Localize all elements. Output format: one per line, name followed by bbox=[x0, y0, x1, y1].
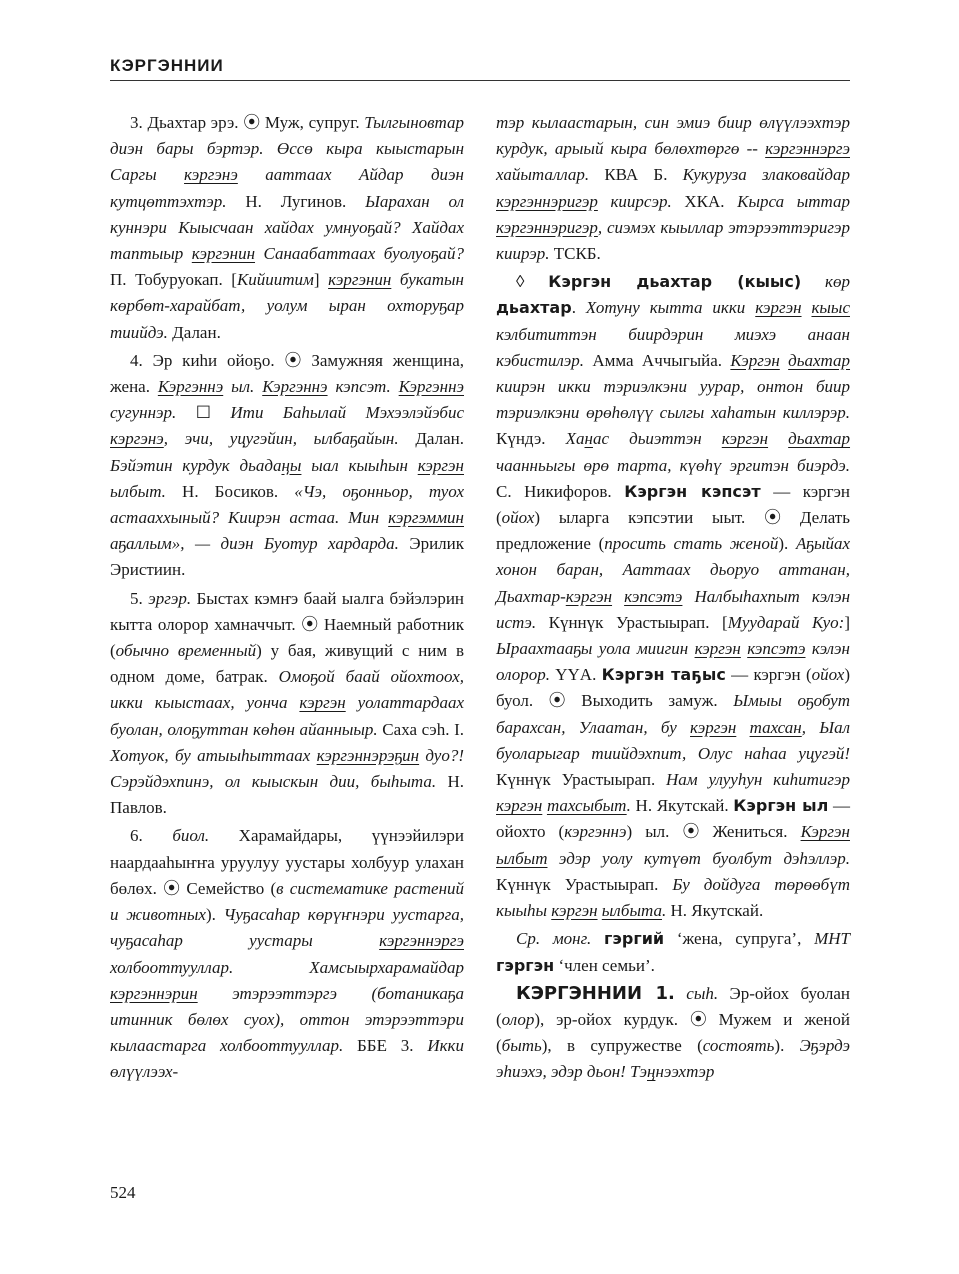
left-column bbox=[110, 110, 464, 1086]
phraseology-block: ◊ Кэргэн дьахтар (кыыс) көр дьахтар. Хотуну кытта икки кэргэн кыыс кэлбититтэн биирдэрин миэхэ анаан кэбистилэр. Амма Аччыгыйа. Кэргэн дьахтар киирэн икки тэриэлкэни уурар, онтон биир тэриэлкэни өрөһөлүү сылгы хаһатын киллэрэр. Күндэ. Ханас дьиэттэн кэргэн дьахтар чаанньыгы өрө тарта, күөһү эргитэн биэрдэ. С. Никифоров. Кэргэн кэпсэт — кэргэн (ойох) ыларга кэпсэтии ыыт. ⦿ Делать предложение (просить стать женой). Аҕыйах хонон баран, Ааттаах дьоруо аттанан, Дьахтар-кэргэн кэпсэтэ Налбыһахпыт кэлэн истэ. Күннүк Урастыырап. [Муударай Куо:] Ыраахтааҕы уола миигин кэргэн кэпсэтэ кэлэн олорор. ҮҮА. Кэргэн таҕыс — кэргэн (ойох) буол. ⦿ Выходить замуж. Ымыы оҕобут барахсан, Улаатан, бу кэргэн тахсан, Ыал буоларыгар тиийдэхпит, Олус наһаа уцугэй! Күннүк Урастыырап. Нам улууһун киһитигэр кэргэн тахсыбыт. Н. Якутскай. Кэргэн ыл — ойохто (кэргэннэ) ыл. ⦿ Жениться. Кэргэн ылбыт эдэр уолу кутүөт буолбут дэһэллэр. Күннүк Урастыырап. Бу дойдуга төрөөбүт кыыһы кэргэн ылбыта. Н. Якутскай. bbox=[496, 272, 851, 921]
entry-sense-6: 6. биол. Харамайдары, үүнээйилэри наардааһыҥҥа уруулуу уустары холбуур улахан бөлөх. ⦿ Семейство (в систематике растений и животных). Чуҕасаһар көрүҥнэри уустарга, чуҕасаһар уустары кэргэннэргэ холбооттууллар. Хамсыырхарамайдар кэргэннэрин этэрээттэргэ (ботаникаҕа итинник бөлөх суох), оттон этэрээттэри кылаастарга холбооттууллар. ББЕ 3. Икки өлүүлээх- bbox=[110, 826, 465, 1082]
entry-sense-5: 5. эргэр. Быстах кэмҥэ баай ыалга бэйэлэрин кытта олорор хамначчыт. ⦿ Наемный работник (обычно временный) у бая, живущий с ним в одном доме, батрак. Омоҕой баай ойохтоох, икки кыыстаах, уончa кэргэн уолаттардаах буолан, олоҕуттан көһөн айанныыр. Саха сэһ. I. Хотуок, бу атыыһыттаах кэргэннэрэҕин дуо?! Сэрэйдэхпинэ, ол кыыскын дии, быһыта. Н. Павлов. bbox=[110, 588, 465, 818]
etymology-note: Ср. монг. гэргий ‘жена, супруга’, МНТ гэргэн ‘член семьи’. bbox=[496, 929, 851, 975]
running-header bbox=[110, 56, 850, 81]
page-number: 524 bbox=[110, 1183, 136, 1202]
entry-sense-6-continued: тэр кылаастарын, син эмиэ биир өлүүлээхтэр курдук, арыый кыра бөлөхтөргө -- кэргэннэргэ хайыталлар. КВА Б. Кукуруза злаковайдар кэргэннэригэр киирсэр. ХКА. Кырса ыттар кэргэннэригэр, сиэмэх кыыллар этэрээттэригэр киирэр. ТСКБ. bbox=[496, 113, 850, 264]
right-column bbox=[496, 110, 850, 1086]
running-header-title: КЭРГЭННИИ bbox=[110, 56, 224, 75]
entry-sense-4: 4. Эр киһи ойоҕо. ⦿ Замужняя женщина, жена. Кэргэннэ ыл. Кэргэннэ кэпсэт. Кэргэннэ сугуннэр. ☐ Ити Баһылай Мэхээлэйэбис кэргэнэ, эчи, уцугэйин, ылбаҕайын. Далан. Бэйэтин курдук дьадаңы ыал кыыһын кэргэн ылбыт. Н. Босиков. «Чэ, оҕонньор, туох астааххыный? Киирэн астаа. Мин кэргэммин аҕаллым», — диэн Буотур хардарда. Эрилик Эристиин. bbox=[110, 350, 465, 580]
entry-sense-3: 3. Дьахтар эрэ. ⦿ Муж, супруг. Тылгыновтар диэн бары бэртэр. Өссө кыра кыыстарын Саргы кэргэнэ ааттаах Айдар диэн кутцөттэхтэр. Н. Лугинов. Ыарахан ол куннэри Кыысчаан хайдах умнуоҕай? Хайдах таптыыр кэргэнин Санаабаттаах буолуоҕай? П. Тобуруокап. [Кийиитим] кэргэнин букатын көрбөт-харайбат, уолум ыран охторуҕар тиийдэ. Далан. bbox=[110, 113, 464, 342]
entry-headword-kergennii: КЭРГЭННИИ 1. сыһ. Эр-ойох буолан (олор), эр-ойох курдук. ⦿ Мужем и женой (быть), в супружестве (состоять). Эҕэрдэ эһиэхэ, эдэр дьон! Тэңнээхтэр bbox=[496, 982, 850, 1082]
